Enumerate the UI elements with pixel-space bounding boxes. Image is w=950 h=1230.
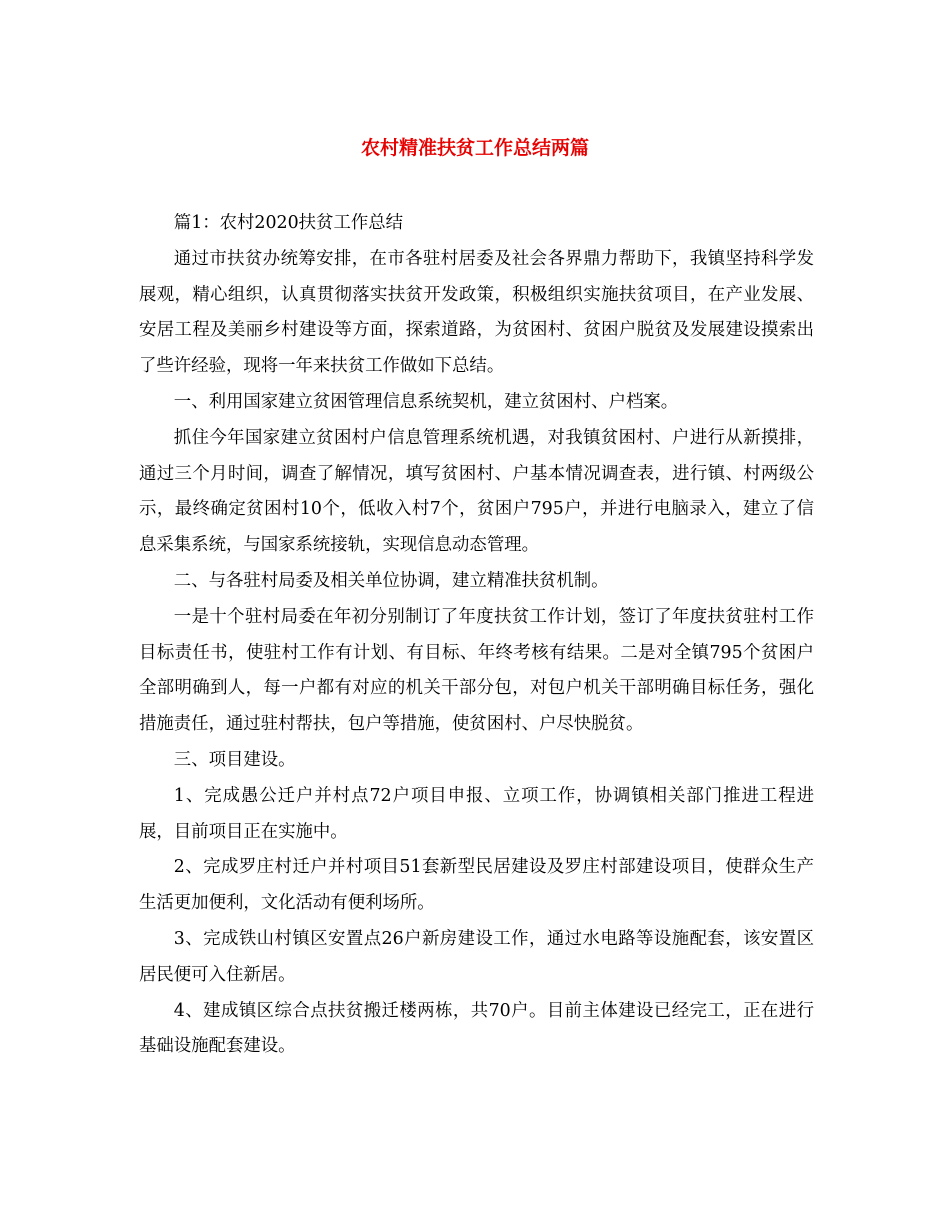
document-title: 农村精准扶贫工作总结两篇 [360, 137, 589, 159]
list-item-2: 2、完成罗庄村迁户并村项目51套新型民居建设及罗庄村部建设项目，使群众生产生活更加便利，文化活动有便利场所。 [139, 857, 814, 914]
section-heading-part1: 篇1：农村2020扶贫工作总结 [173, 213, 404, 233]
list-item-4: 4、建成镇区综合点扶贫搬迁楼两栋，共70户。目前主体建设已经完工，正在进行基础设施配套建设。 [139, 1000, 814, 1057]
list-item-3: 3、完成铁山村镇区安置点26户新房建设工作，通过水电路等设施配套，该安置区居民便可入住新居。 [139, 928, 814, 985]
section-heading-3: 三、项目建设。 [173, 749, 296, 770]
paragraph-section-2: 一是十个驻村局委在年初分别制订了年度扶贫工作计划，签订了年度扶贫驻村工作目标责任书，使驻村工作有计划、有目标、年终考核有结果。二是对全镇795个贫困户全部明确到人，每一户都有对应的机关干部分包，对包户机关干部明确目标任务，强化措施责任，通过驻村帮扶，包户等措施，使贫困村、户尽快脱贫。 [139, 606, 814, 735]
document-body [139, 206, 814, 1065]
section-heading-1: 一、利用国家建立贫困管理信息系统契机，建立贫困村、户档案。 [173, 391, 679, 412]
list-item-1: 1、完成愚公迁户并村点72户项目申报、立项工作，协调镇相关部门推进工程进展，目前项目正在实施中。 [139, 785, 814, 842]
section-heading-2: 二、与各驻村局委及相关单位协调，建立精准扶贫机制。 [173, 570, 609, 591]
paragraph-intro: 通过市扶贫办统筹安排，在市各驻村居委及社会各界鼎力帮助下，我镇坚持科学发展观，精心组织，认真贯彻落实扶贫开发政策，积极组织实施扶贫项目，在产业发展、安居工程及美丽乡村建设等方面，探索道路，为贫困村、贫困户脱贫及发展建设摸索出了些许经验，现将一年来扶贫工作做如下总结。 [139, 248, 814, 377]
paragraph-section-1: 抓住今年国家建立贫困村户信息管理系统机遇，对我镇贫困村、户进行从新摸排，通过三个月时间，调查了解情况，填写贫困村、户基本情况调查表，进行镇、村两级公示，最终确定贫困村10个，低收入村7个，贫困户795户，并进行电脑录入，建立了信息采集系统，与国家系统接轨，实现信息动态管理。 [139, 427, 814, 556]
